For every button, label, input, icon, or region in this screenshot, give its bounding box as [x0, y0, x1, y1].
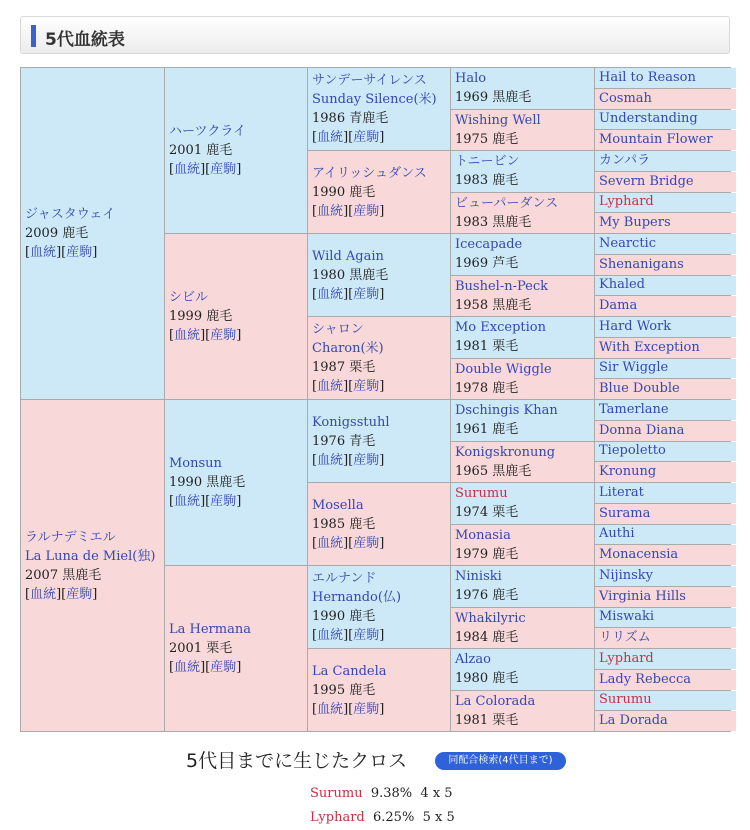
cross-horse-link[interactable]: Surumu: [310, 786, 363, 801]
horse-name-link[interactable]: Whakilyric: [455, 610, 526, 626]
offspring-link[interactable]: 産駒: [353, 379, 380, 394]
bloodline-link[interactable]: 血統: [174, 660, 201, 675]
horse-birth-color: 1981 栗毛: [455, 712, 519, 728]
horse-name-link[interactable]: Lady Rebecca: [599, 671, 691, 687]
pedigree-cell-gen5: [595, 296, 736, 316]
pedigree-cell-gen5: [595, 587, 736, 607]
horse-name-link[interactable]: Lyphard: [599, 194, 654, 210]
bloodline-link[interactable]: 血統: [174, 162, 201, 177]
pedigree-cell-gen3: [308, 400, 450, 482]
pedigree-cell-gen5: [595, 213, 736, 233]
horse-name-link[interactable]: Charon(米): [312, 341, 384, 356]
offspring-link[interactable]: 産駒: [353, 452, 380, 468]
bloodline-link[interactable]: 血統: [317, 379, 344, 394]
horse-links: [血統][産駒]: [169, 494, 242, 509]
horse-birth-color: 2007 黒鹿毛: [25, 567, 102, 583]
bloodline-link[interactable]: 血統: [317, 203, 344, 219]
section-header: [20, 16, 730, 54]
horse-birth-color: 1986 青鹿毛: [312, 111, 389, 126]
horse-name-link[interactable]: Blue Double: [599, 381, 680, 397]
horse-name-link[interactable]: Nearctic: [599, 235, 656, 251]
horse-name-link[interactable]: Hard Work: [599, 318, 672, 334]
cross-generations: 4 x 5: [420, 786, 453, 801]
horse-name-link[interactable]: Konigsstuhl: [312, 414, 390, 430]
pedigree-cell-gen3: [308, 68, 450, 150]
horse-name-link[interactable]: Hernando(仏): [312, 590, 402, 605]
horse-birth-color: 1961 鹿毛: [455, 422, 519, 438]
horse-name-link[interactable]: シャロン: [312, 322, 364, 337]
horse-name-link[interactable]: Bushel-n-Peck: [455, 278, 548, 294]
pedigree-cell-gen5: [595, 483, 736, 503]
pedigree-table: [20, 67, 731, 732]
cross-percent: 9.38%: [370, 786, 413, 801]
pedigree-cell-gen5: [595, 234, 736, 254]
pedigree-cell-gen5: [595, 130, 736, 150]
horse-birth-color: 1980 黒鹿毛: [312, 267, 389, 283]
horse-name-link[interactable]: Tiepoletto: [599, 443, 666, 459]
horse-name-link[interactable]: Double Wiggle: [455, 361, 552, 377]
horse-name-link[interactable]: ジャスタウェイ: [25, 207, 116, 222]
pedigree-cell-gen5: [595, 504, 736, 524]
pedigree-cell-gen2: [165, 234, 307, 399]
cross-item: [310, 786, 453, 801]
horse-name-link[interactable]: エルナンド: [312, 571, 377, 586]
horse-name-link[interactable]: Dschingis Khan: [455, 403, 558, 419]
horse-links: [血統][産駒]: [312, 379, 385, 394]
pedigree-cell-gen5: [595, 442, 736, 462]
horse-name-link[interactable]: Sir Wiggle: [599, 360, 669, 376]
pedigree-cell-gen4: [451, 442, 594, 483]
horse-name-link[interactable]: La Dorada: [599, 713, 668, 729]
horse-name-link[interactable]: La Colorada: [455, 693, 536, 709]
pedigree-cell-gen2: [165, 68, 307, 233]
offspring-link[interactable]: 産駒: [66, 586, 93, 602]
offspring-link[interactable]: 産駒: [353, 628, 380, 643]
bloodline-link[interactable]: 血統: [174, 328, 201, 343]
horse-name-link[interactable]: Surama: [599, 505, 651, 521]
horse-birth-color: 1995 鹿毛: [312, 682, 376, 698]
pedigree-cell-gen3: [308, 483, 450, 565]
horse-links: [血統][産駒]: [312, 628, 385, 643]
pedigree-cell-gen5: [595, 608, 736, 628]
horse-name-link[interactable]: Kronung: [599, 464, 657, 480]
pedigree-cell-gen4: [451, 649, 594, 690]
pedigree-cell-gen5: [595, 89, 736, 109]
offspring-link[interactable]: 産駒: [353, 701, 380, 717]
offspring-link[interactable]: 産駒: [210, 162, 237, 177]
pedigree-cell-gen4: [451, 276, 594, 317]
horse-birth-color: 1999 鹿毛: [169, 309, 233, 324]
offspring-link[interactable]: 産駒: [353, 203, 380, 219]
horse-name-link[interactable]: Literat: [599, 484, 644, 500]
horse-name-link[interactable]: シビル: [169, 290, 209, 305]
horse-name-link[interactable]: My Bupers: [599, 215, 671, 231]
pedigree-cell-gen5: [595, 68, 736, 88]
horse-links: [血統][産駒]: [169, 162, 242, 177]
pedigree-cell-gen4: [451, 608, 594, 649]
horse-links: [血統][産駒]: [312, 203, 385, 219]
pedigree-cell-gen4: [451, 317, 594, 358]
pedigree-cell-gen5: [595, 400, 736, 420]
pedigree-cell-gen5: [595, 276, 736, 296]
offspring-link[interactable]: 産駒: [66, 245, 93, 260]
horse-birth-color: 1981 栗毛: [455, 339, 519, 355]
pedigree-cell-gen4: [451, 234, 594, 275]
horse-name-link[interactable]: Shenanigans: [599, 256, 684, 272]
pedigree-cell-gen1: [21, 68, 164, 399]
horse-name-link[interactable]: Surumu: [455, 486, 508, 502]
pedigree-cell-gen5: [595, 691, 736, 711]
cross-horse-link[interactable]: Lyphard: [310, 810, 365, 825]
pedigree-cell-gen3: [308, 649, 450, 731]
bloodline-link[interactable]: 血統: [317, 130, 344, 145]
pedigree-cell-gen4: [451, 525, 594, 566]
horse-name-link[interactable]: Mo Exception: [455, 320, 546, 336]
pedigree-cell-gen2: [165, 566, 307, 731]
horse-birth-color: 1975 鹿毛: [455, 131, 519, 147]
horse-name-link[interactable]: Surumu: [599, 692, 652, 708]
horse-name-link[interactable]: ハーツクライ: [169, 124, 246, 139]
horse-name-link[interactable]: Icecapade: [455, 237, 523, 253]
pedigree-cell-gen5: [595, 670, 736, 690]
page-title: 5代血統表: [45, 30, 125, 50]
pedigree-cell-gen4: [451, 68, 594, 109]
horse-birth-color: 1958 黒鹿毛: [455, 297, 532, 313]
horse-birth-color: 1990 黒鹿毛: [169, 475, 246, 490]
horse-name-link[interactable]: Donna Diana: [599, 422, 685, 438]
bloodline-link[interactable]: 血統: [317, 701, 344, 717]
pedigree-cell-gen5: [595, 110, 736, 130]
horse-name-link[interactable]: La Hermana: [169, 622, 251, 637]
pedigree-cell-gen5: [595, 151, 736, 171]
offspring-link[interactable]: 産駒: [210, 494, 237, 509]
horse-birth-color: 1969 芦毛: [455, 256, 519, 272]
horse-name-link[interactable]: Wishing Well: [455, 112, 541, 128]
horse-birth-color: 1974 栗毛: [455, 505, 519, 521]
pedigree-cell-gen5: [595, 359, 736, 379]
horse-birth-color: 2001 栗毛: [169, 641, 233, 656]
horse-name-link[interactable]: Understanding: [599, 111, 698, 127]
horse-name-link[interactable]: Monsun: [169, 456, 222, 471]
horse-name-link[interactable]: Alzao: [455, 652, 491, 668]
bloodline-link[interactable]: 血統: [317, 628, 344, 643]
pedigree-cell-gen3: [308, 151, 450, 233]
horse-name-link[interactable]: La Candela: [312, 663, 387, 679]
horse-links: [血統][産駒]: [25, 586, 98, 602]
offspring-link[interactable]: 産駒: [353, 535, 380, 551]
pedigree-cell-gen3: [308, 566, 450, 648]
horse-links: [血統][産駒]: [312, 286, 385, 302]
pedigree-cell-gen3: [308, 317, 450, 399]
horse-birth-color: 1990 鹿毛: [312, 184, 376, 200]
pedigree-cell-gen5: [595, 462, 736, 482]
horse-name-link[interactable]: Nijinsky: [599, 567, 653, 583]
same-mating-search-button[interactable]: 同配合検索(4代目まで): [435, 752, 566, 770]
horse-name-link[interactable]: Virginia Hills: [599, 588, 686, 604]
pedigree-cell-gen5: [595, 379, 736, 399]
horse-birth-color: 1978 鹿毛: [455, 380, 519, 396]
horse-name-link[interactable]: アイリッシュダンス: [312, 165, 427, 181]
horse-links: [血統][産駒]: [312, 535, 385, 551]
pedigree-cell-gen5: [595, 193, 736, 213]
horse-name-link[interactable]: Dama: [599, 298, 638, 314]
pedigree-cell-gen4: [451, 691, 594, 732]
horse-name-link[interactable]: Sunday Silence(米): [312, 92, 437, 107]
horse-birth-color: 2001 鹿毛: [169, 143, 233, 158]
horse-links: [血統][産駒]: [312, 452, 385, 468]
bloodline-link[interactable]: 血統: [317, 452, 344, 468]
horse-name-link[interactable]: With Exception: [599, 339, 700, 355]
horse-birth-color: 1965 黒鹿毛: [455, 463, 532, 479]
pedigree-cell-gen5: [595, 317, 736, 337]
pedigree-cell-gen5: [595, 545, 736, 565]
bloodline-link[interactable]: 血統: [174, 494, 201, 509]
horse-name-link[interactable]: Severn Bridge: [599, 173, 694, 189]
horse-name-link[interactable]: リリズム: [599, 630, 651, 646]
cross-percent: 6.25%: [373, 810, 415, 825]
cross-item: [310, 810, 455, 825]
offspring-link[interactable]: 産駒: [353, 286, 380, 302]
pedigree-cell-gen5: [595, 255, 736, 275]
pedigree-cell-gen5: [595, 628, 736, 648]
horse-name-link[interactable]: カンパラ: [599, 152, 651, 168]
horse-name-link[interactable]: Tamerlane: [599, 401, 669, 417]
horse-birth-color: 1983 鹿毛: [455, 173, 519, 189]
horse-name-link[interactable]: Miswaki: [599, 609, 655, 625]
horse-name-link[interactable]: ビューパーダンス: [455, 195, 559, 211]
offspring-link[interactable]: 産駒: [210, 328, 237, 343]
horse-name-link[interactable]: Lyphard: [599, 650, 654, 666]
offspring-link[interactable]: 産駒: [353, 130, 380, 145]
pedigree-cell-gen1: [21, 400, 164, 731]
offspring-link[interactable]: 産駒: [210, 660, 237, 675]
horse-birth-color: 1976 青毛: [312, 433, 376, 449]
horse-birth-color: 1990 鹿毛: [312, 609, 376, 624]
header-accent-bar: [31, 25, 36, 47]
horse-name-link[interactable]: Mosella: [312, 497, 364, 513]
pedigree-cell-gen4: [451, 110, 594, 151]
horse-birth-color: 1979 鹿毛: [455, 546, 519, 562]
horse-name-link[interactable]: Cosmah: [599, 90, 652, 106]
horse-links: [血統][産駒]: [169, 660, 242, 675]
horse-birth-color: 1987 栗毛: [312, 360, 376, 375]
pedigree-cell-gen4: [451, 151, 594, 192]
horse-links: [血統][産駒]: [312, 130, 385, 145]
pedigree-cell-gen5: [595, 566, 736, 586]
horse-birth-color: 1984 鹿毛: [455, 629, 519, 645]
horse-birth-color: 1969 黒鹿毛: [455, 90, 532, 106]
horse-name-link[interactable]: Monasia: [455, 527, 511, 543]
pedigree-cell-gen5: [595, 525, 736, 545]
horse-name-link[interactable]: サンデーサイレンス: [312, 73, 427, 88]
pedigree-cell-gen3: [308, 234, 450, 316]
horse-birth-color: 1976 鹿毛: [455, 588, 519, 604]
horse-name-link[interactable]: Niniski: [455, 569, 502, 585]
pedigree-cell-gen5: [595, 421, 736, 441]
horse-birth-color: 2009 鹿毛: [25, 226, 89, 241]
pedigree-cell-gen4: [451, 483, 594, 524]
horse-birth-color: 1980 鹿毛: [455, 671, 519, 687]
pedigree-cell-gen5: [595, 338, 736, 358]
horse-name-link[interactable]: Konigskronung: [455, 444, 556, 460]
bloodline-link[interactable]: 血統: [30, 245, 57, 260]
horse-name-link[interactable]: Monacensia: [599, 547, 679, 563]
pedigree-cell-gen4: [451, 193, 594, 234]
pedigree-cell-gen4: [451, 566, 594, 607]
horse-links: [血統][産駒]: [169, 328, 242, 343]
pedigree-cell-gen2: [165, 400, 307, 565]
bloodline-link[interactable]: 血統: [317, 535, 344, 551]
pedigree-cell-gen4: [451, 400, 594, 441]
horse-name-link[interactable]: Hail to Reason: [599, 69, 696, 85]
horse-name-link[interactable]: Authi: [599, 526, 635, 542]
cross-generations: 5 x 5: [422, 810, 455, 825]
horse-links: [血統][産駒]: [25, 245, 98, 260]
pedigree-cell-gen5: [595, 711, 736, 731]
horse-name-link[interactable]: La Luna de Miel(独): [25, 548, 156, 564]
horse-name-link[interactable]: Wild Again: [312, 248, 384, 264]
horse-name-link[interactable]: Mountain Flower: [599, 132, 713, 148]
bloodline-link[interactable]: 血統: [317, 286, 344, 302]
horse-links: [血統][産駒]: [312, 701, 385, 717]
bloodline-link[interactable]: 血統: [30, 586, 57, 602]
pedigree-cell-gen4: [451, 359, 594, 400]
horse-name-link[interactable]: トニービン: [455, 154, 520, 170]
horse-birth-color: 1985 鹿毛: [312, 516, 376, 532]
horse-name-link[interactable]: ラルナデミエル: [25, 529, 116, 545]
horse-name-link[interactable]: Khaled: [599, 277, 646, 293]
cross-section-title: 5代目までに生じたクロス: [186, 750, 408, 772]
horse-name-link[interactable]: Halo: [455, 71, 487, 87]
pedigree-cell-gen5: [595, 649, 736, 669]
pedigree-cell-gen5: [595, 172, 736, 192]
horse-birth-color: 1983 黒鹿毛: [455, 214, 532, 230]
